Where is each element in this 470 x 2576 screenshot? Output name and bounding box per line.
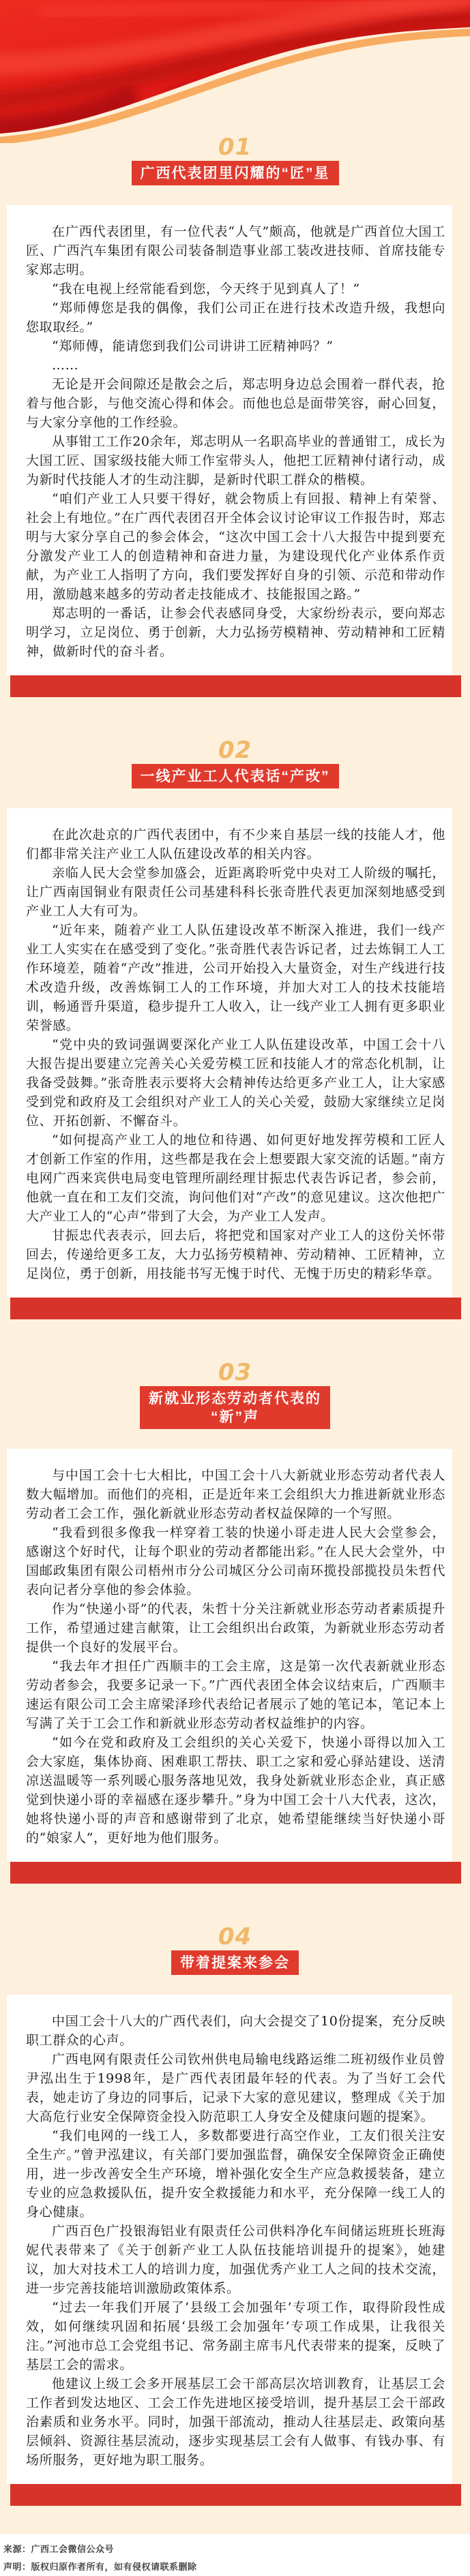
paragraph: 无论是开会间隙还是散会之后，郑志明身边总会围着一群代表，抢着与他合影，与他交流心得和体会。而他也总是面带笑容，耐心回复，与大家分享他的工作经验。 [26, 377, 445, 430]
divider-bar [10, 2484, 461, 2506]
section-03-title-box [140, 1386, 330, 1429]
section-03-number: 03 [218, 1359, 252, 1386]
footer [0, 2534, 470, 2576]
section-03-header [0, 1360, 470, 1429]
paragraph: “我去年才担任广西顺丰的工会主席，这是第一次代表新就业形态劳动者参会，我要多记录一下。”广西代表团全体会议结束后，广西顺丰速运有限公司工会主席梁泽珍代表给记者展示了她的笔记本，笔记本上写满了关于工会工作和新就业形态劳动者权益维护的内容。 [26, 1659, 445, 1731]
section-01-number: 01 [218, 134, 252, 161]
section-title-text: 带着提案来参会 [180, 1955, 290, 1971]
paragraph: “郑师傅，能请您到我们公司讲讲工匠精神吗？” [52, 339, 334, 354]
section-04-number: 04 [218, 1923, 252, 1950]
section-title-text: 广西代表团里闪耀的“匠”星 [140, 166, 330, 181]
divider-bar [10, 1298, 461, 1319]
divider-bar [10, 1862, 461, 1884]
section-04-title-box [171, 1950, 299, 1975]
section-03-card [7, 1449, 452, 1862]
divider-bar [10, 675, 461, 697]
paragraph: “我在电视上经常能看到您，今天终于见到真人了！” [52, 281, 360, 296]
paragraph: …… [52, 358, 79, 373]
paragraph: “咱们产业工人只要干得好，就会物质上有回报、精神上有荣誉、社会上有地位。”在广西代表团召开全体会议讨论审议工作报告时，郑志明与大家分享自己的参会体会，“这次中国工会十八大报告中提到要充分激发产业工人的创造精神和奋进力量，为建设现代化产业体系作贡献，为产业工人指明了方向，我们要发挥好自身的引领、示范和带动作用，激励越来越多的劳动者走技能成才、技能报国之路。” [26, 491, 445, 602]
section-02-number: 02 [218, 737, 252, 764]
footer-source: 来源：广西工会微信公众号 [3, 2544, 115, 2554]
section-title-text: 新就业形态劳动者代表的 [149, 1391, 321, 1407]
section-04-card [7, 1995, 452, 2484]
paragraph: 亲临人民大会堂参加盛会，近距离聆听党中央对工人阶级的嘱托，让广西南国铜业有限责任公司基建科科长张奇胜代表更加深刻地感受到产业工人大有可为。 [26, 865, 445, 919]
paragraph: 与中国工会十七大相比，中国工会十八大新就业形态劳动者代表人数大幅增加。而他们的亮相，正是近年来工会组织大力推进新就业形态劳动者工会工作，强化新就业形态劳动者权益保障的一个写照。 [26, 1468, 445, 1521]
section-02-card [7, 808, 452, 1298]
paragraph: 在广西代表团里，有一位代表“人气”颇高，他就是广西首位大国工匠、广西汽车集团有限公司装备制造事业部工装改进技师、首席技能专家郑志明。 [26, 224, 445, 277]
section-04-header [0, 1925, 470, 1975]
paragraph: “近年来，随着产业工人队伍建设改革不断深入推进，我们一线产业工人实实在在感受到了变化。”张奇胜代表告诉记者，过去炼铜工人工作环境差，随着“产改”推进，公司开始投入大量资金，对生产线进行技术改造升级，改善炼铜工人的工作环境，并加大对工人的技术技能培训，畅通晋升渠道，稳步提升工人收入，让一线产业工人拥有更多职业荣誉感。 [26, 923, 445, 1033]
paragraph: “我们电网的一线工人，多数都要进行高空作业，工友们很关注安全生产。”曾尹泓建议，有关部门要加强监督，确保安全保障资金正确使用，进一步改善安全生产环境，增补强化安全生产应急救援装备，建立专业的应急救援队伍，提升安全救援能力和水平，充分保障一线工人的身心健康。 [26, 2128, 445, 2220]
paragraph: 甘振忠代表表示，回去后，将把党和国家对产业工人的这份关怀带回去，传递给更多工友，大力弘扬劳模精神、劳动精神、工匠精神，立足岗位，勇于创新，用技能书写无愧于时代、无愧于历史的精彩华章。 [26, 1228, 445, 1281]
paragraph: 从事钳工工作20余年，郑志明从一名职高毕业的普通钳工，成长为大国工匠、国家级技能大师工作室带头人，他把工匠精神付诸行动，成为新时代技能人才的生动注脚，是新时代职工群众的楷模。 [26, 434, 445, 487]
banner-flag-graphic [0, 0, 470, 143]
section-01-card [7, 205, 452, 675]
section-title-text-line2: “新”声 [211, 1409, 259, 1425]
paragraph: “过去一年我们开展了‘县级工会加强年’专项工作，取得阶段性成效，如何继续巩固和拓展‘县级工会加强年’专项工作成果，让我很关注。”河池市总工会党组书记、常务副主席韦凡代表带来的提案，反映了基层工会的需求。 [26, 2300, 445, 2372]
paragraph: “郑师傅您是我的偶像，我们公司正在进行技术改造升级，我想向您取取经。” [26, 301, 445, 335]
section-title-text: 一线产业工人代表话“产改” [140, 769, 330, 784]
section-01-title-box [132, 161, 339, 185]
footer-statement: 声明：版权归原作者所有，如有侵权请联系删除 [3, 2562, 197, 2572]
paragraph: 作为“快递小哥”的代表，朱哲十分关注新就业形态劳动者素质提升工作，希望通过建言献策，让工会组织出台政策，为新就业形态劳动者提供一个良好的发展平台。 [26, 1601, 445, 1655]
paragraph: “党中央的致词强调要深化产业工人队伍建设改革，中国工会十八大报告提出要建立完善关心关爱劳模工匠和技能人才的常态化机制，让我备受鼓舞。”张奇胜表示要将大会精神传达给更多产业工人，让大家感受到党和政府及工会组织对产业工人的关心关爱，鼓励大家继续立足岗位、开拓创新、不懈奋斗。 [26, 1037, 445, 1129]
section-02-title-box [132, 764, 339, 788]
paragraph: 广西电网有限责任公司钦州供电局输电线路运维二班初级作业员曾尹泓出生于1998年，是广西代表团最年轻的代表。为了当好工会代表，她走访了身边的同事后，记录下大家的意见建议，整理成《关于加大高危行业安全保障资金投入防范职工人身安全及健康问题的提案》。 [26, 2052, 445, 2124]
paragraph: 广西百色广投银海铝业有限责任公司供料净化车间储运班班长班海妮代表带来了《关于创新产业工人队伍技能培训提升的提案》，她建议，加大对技术工人的培训力度，加强优秀产业工人之间的技术交流，进一步完善技能培训激励政策体系。 [26, 2224, 445, 2296]
paragraph: 郑志明的一番话，让参会代表感同身受，大家纷纷表示，要向郑志明学习，立足岗位、勇于创新，大力弘扬劳模精神、劳动精神和工匠精神，做新时代的奋斗者。 [26, 606, 445, 659]
paragraph: “如今在党和政府及工会组织的关心关爱下，快递小哥得以加入工会大家庭，集体协商、困难职工帮扶、职工之家和爱心驿站建设、送清凉送温暖等一系列暖心服务落地见效，我身处新就业形态企业，真正感觉到快递小哥的幸福感在逐步攀升。”身为中国工会十八大代表，这次，她将快递小哥的声音和感谢带到了北京，她希望能继续当好快递小哥的“娘家人”，更好地为他们服务。 [26, 1735, 445, 1845]
paragraph: 在此次赴京的广西代表团中，有不少来自基层一线的技能人才，他们都非常关注产业工人队伍建设改革的相关内容。 [26, 827, 445, 861]
paragraph: 中国工会十八大的广西代表们，向大会提交了10份提案，充分反映职工群众的心声。 [26, 2014, 445, 2048]
paragraph: “如何提高产业工人的地位和待遇、如何更好地发挥劳模和工匠人才创新工作室的作用，这些都是我在会上想要跟大家交流的话题。”南方电网广西来宾供电局变电管理所副经理甘振忠代表告诉记者，参会前，他就一直在和工友们交流，询问他们对“产改”的意见建议。这次他把广大产业工人的“心声”带到了大会，为产业工人发声。 [26, 1133, 445, 1224]
paragraph: “我看到很多像我一样穿着工装的快递小哥走进人民大会堂参会，感谢这个好时代，让每个职业的劳动者都能出彩。”在人民大会堂外，中国邮政集团有限公司梧州市分公司城区分公司南环揽投部揽投员朱哲代表向记者分享他的参会体验。 [26, 1525, 445, 1597]
paragraph: 他建议上级工会多开展基层工会干部高层次培训教育，让基层工会工作者到发达地区、工会工作先进地区接受培训，提升基层工会干部政治素质和业务水平。同时，加强干部流动，推动人往基层走、政策向基层倾斜、资源往基层流动，逐步实现基层工会有人做事、有钱办事、有场所服务，更好地为职工服务。 [26, 2376, 445, 2468]
section-02-header [0, 738, 470, 788]
